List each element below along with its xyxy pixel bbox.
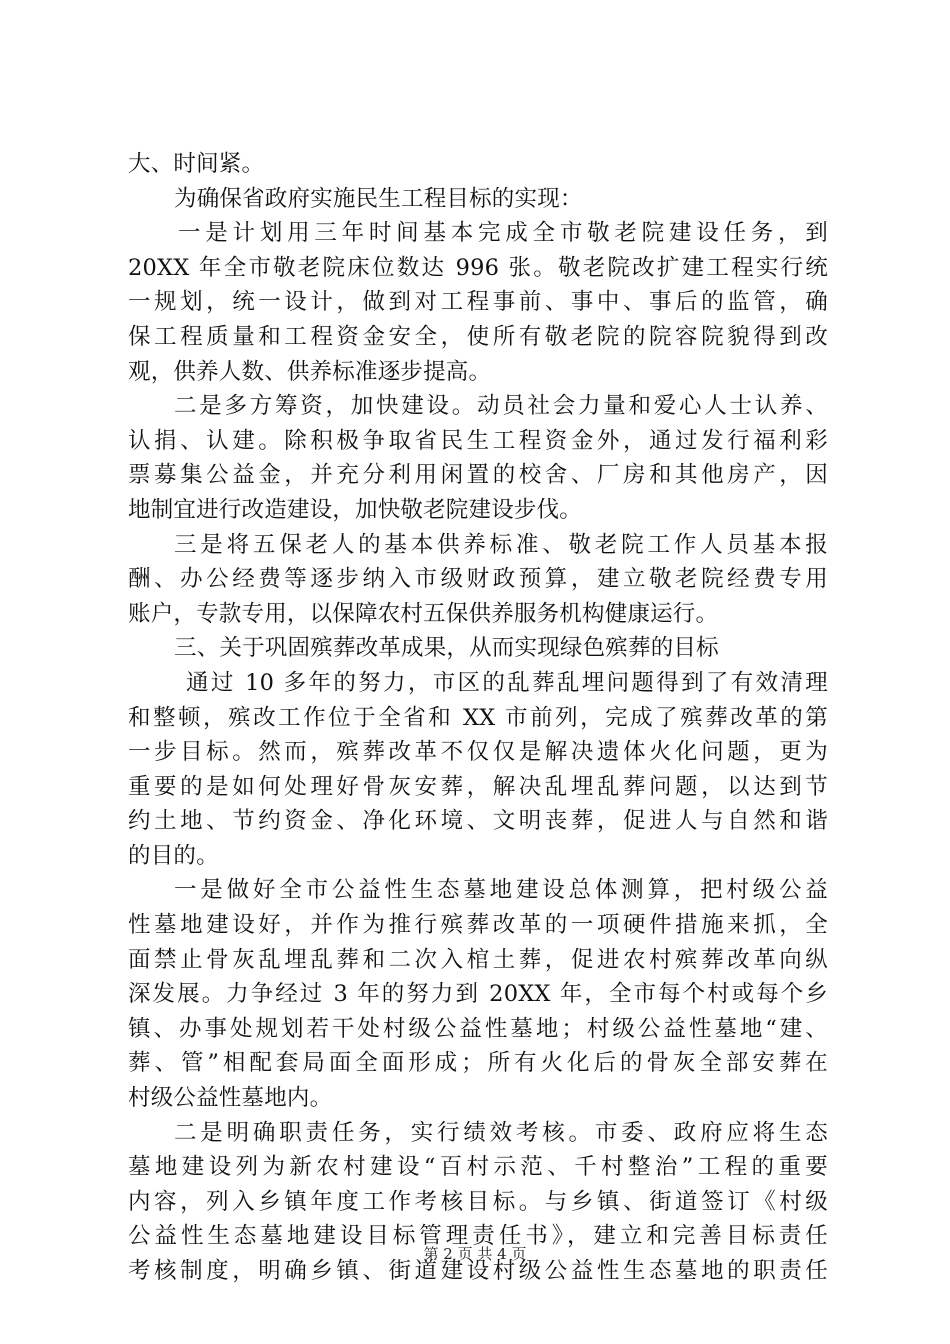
paragraph-start: 一是计划用三年时间基本完成全市敬老院建设任务，到 [178,220,828,247]
text-line: 葬、管”相配套局面全面形成；所有火化后的骨灰全部安葬在 [128,1050,828,1077]
paragraph-start: 二是明确职责任务，实行绩效考核。市委、政府应将生态 [174,1119,828,1146]
text-line: 约土地、节约资金、净化环境、文明丧葬，促进人与自然和谐 [128,808,828,835]
text-line: 重要的是如何处理好骨灰安葬，解决乱埋乱葬问题，以达到节 [128,773,828,800]
text-line: 地制宜进行改造建设，加快敬老院建设步伐。 [128,496,583,523]
paragraph-start: 三是将五保老人的基本供养标准、敬老院工作人员基本报 [174,531,828,558]
text-line: 认捐、认建。除积极争取省民生工程资金外，通过发行福利彩 [128,427,828,454]
text-line: 内容，列入乡镇年度工作考核目标。与乡镇、街道签订《村级 [128,1188,828,1215]
section-heading: 三、关于巩固殡葬改革成果，从而实现绿色殡葬的目标 [174,635,719,662]
text-line: 性墓地建设好，并作为推行殡葬改革的一项硬件措施来抓，全 [128,912,828,939]
text-line: 账户，专款专用，以保障农村五保供养服务机构健康运行。 [128,600,719,627]
text-line: 一规划，统一设计，做到对工程事前、事中、事后的监管，确 [128,289,828,316]
text-line: 酬、办公经费等逐步纳入市级财政预算，建立敬老院经费专用 [128,566,828,593]
text-line: 保工程质量和工程资金安全，使所有敬老院的院容院貌得到改 [128,323,828,350]
text-line: 20XX 年全市敬老院床位数达 996 张。敬老院改扩建工程实行统 [128,254,828,281]
text-line: 观，供养人数、供养标准逐步提高。 [128,358,492,385]
text-line: 票募集公益金，并充分利用闲置的校舍、厂房和其他房产，因 [128,462,828,489]
text-line: 公益性生态墓地建设目标管理责任书》，建立和完善目标责任 [128,1223,828,1250]
text-line: 大、时间紧。 [128,151,265,177]
text-line: 深发展。力争经过 3 年的努力到 20XX 年，全市每个村或每个乡 [128,981,828,1008]
paragraph-start: 通过 10 多年的努力，市区的乱葬乱埋问题得到了有效清理 [186,669,828,696]
text-line: 和整顿，殡改工作位于全省和 XX 市前列，完成了殡葬改革的第 [128,704,828,731]
page-footer: 第 2 页 共 4 页 [423,1245,527,1263]
text-line: 面禁止骨灰乱埋乱葬和二次入棺土葬，促进农村殡葬改革向纵 [128,946,828,973]
document-body [128,147,828,1289]
text-line: 的目的。 [128,842,219,869]
text-line: 一步目标。然而，殡葬改革不仅仅是解决遗体火化问题，更为 [128,739,828,766]
paragraph-start: 一是做好全市公益性生态墓地建设总体测算，把村级公益 [174,877,828,904]
text-line: 镇、办事处规划若干处村级公益性墓地；村级公益性墓地“建、 [128,1015,828,1042]
text-line: 考核制度，明确乡镇、街道建设村级公益性生态墓地的职责任 [128,1258,828,1284]
paragraph-start: 二是多方筹资，加快建设。动员社会力量和爱心人士认养、 [174,393,828,420]
text-line: 村级公益性墓地内。 [128,1085,333,1112]
text-line: 墓地建设列为新农村建设“百村示范、千村整治”工程的重要 [128,1154,828,1181]
paragraph-start: 为确保省政府实施民生工程目标的实现： [174,185,583,212]
